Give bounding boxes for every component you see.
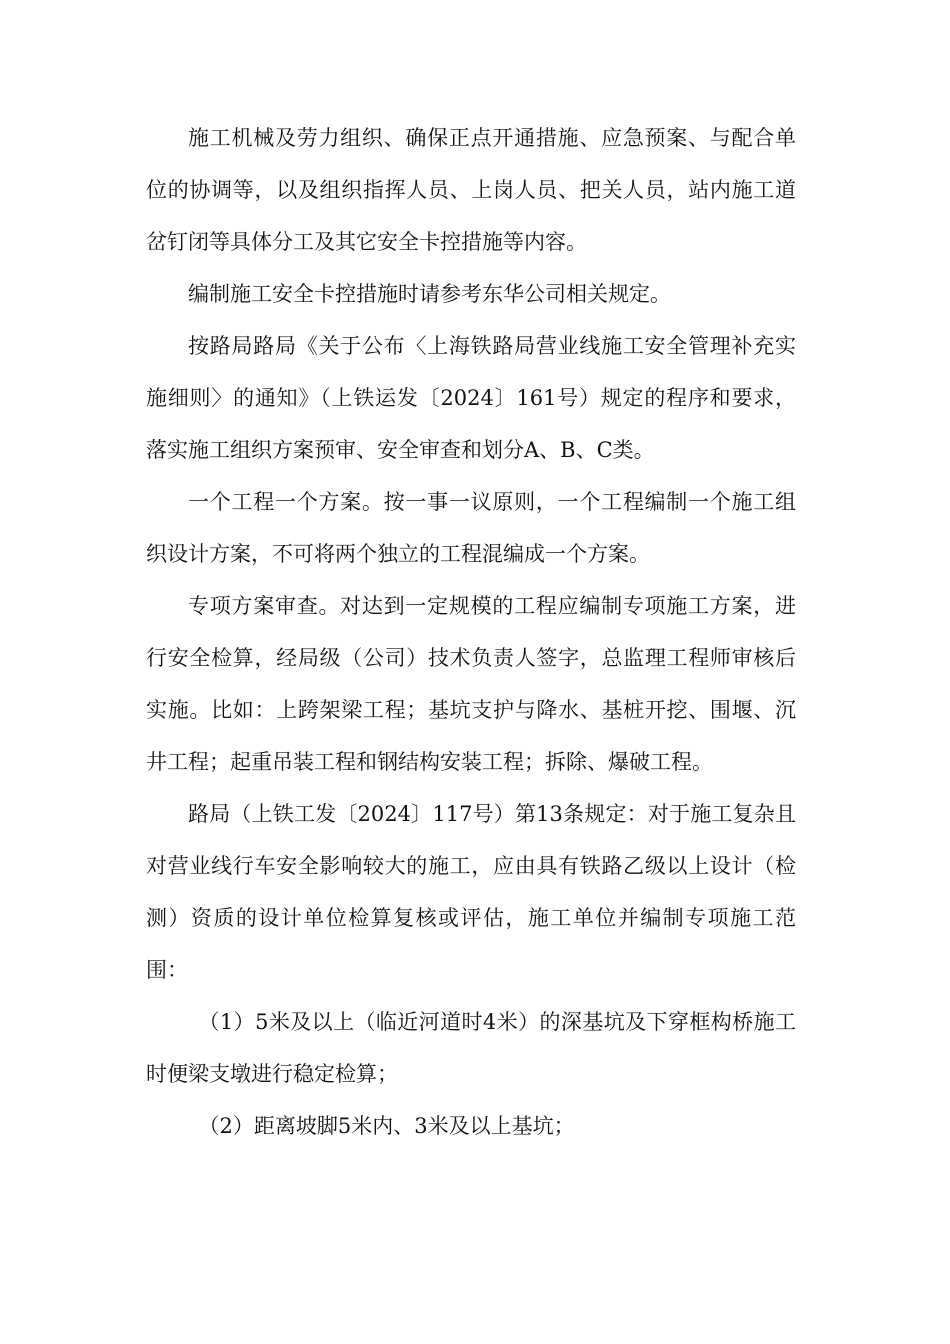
paragraph: 一个工程一个方案。按一事一议原则，一个工程编制一个施工组织设计方案，不可将两个独立的工程混编成一个方案。 — [146, 490, 796, 566]
list-item: （1）5米及以上（临近河道时4米）的深基坑及下穿框构桥施工时便梁支墩进行稳定检算； — [146, 1010, 796, 1086]
list-item: （2）距离坡脚5米内、3米及以上基坑； — [198, 1114, 575, 1138]
paragraph: 路局（上铁工发〔2024〕117号）第13条规定：对于施工复杂且对营业线行车安全影响较大的施工，应由具有铁路乙级以上设计（检测）资质的设计单位检算复核或评估，施工单位并编制专项施工范围： — [146, 802, 796, 982]
paragraph: 按路局路局《关于公布〈上海铁路局营业线施工安全管理补充实施细则〉的通知》（上铁运发〔2024〕161号）规定的程序和要求，落实施工组织方案预审、安全审查和划分A、B、C类。 — [146, 334, 796, 462]
document-body — [146, 112, 796, 1152]
paragraph: 专项方案审查。对达到一定规模的工程应编制专项施工方案，进行安全检算，经局级（公司）技术负责人签字，总监理工程师审核后实施。比如：上跨架梁工程；基坑支护与降水、基桩开挖、围堰、沉井工程；起重吊装工程和钢结构安装工程；拆除、爆破工程。 — [146, 594, 796, 774]
paragraph: 编制施工安全卡控措施时请参考东华公司相关规定。 — [188, 282, 671, 306]
paragraph: 施工机械及劳力组织、确保正点开通措施、应急预案、与配合单位的协调等，以及组织指挥人员、上岗人员、把关人员，站内施工道岔钉闭等具体分工及其它安全卡控措施等内容。 — [146, 126, 796, 254]
